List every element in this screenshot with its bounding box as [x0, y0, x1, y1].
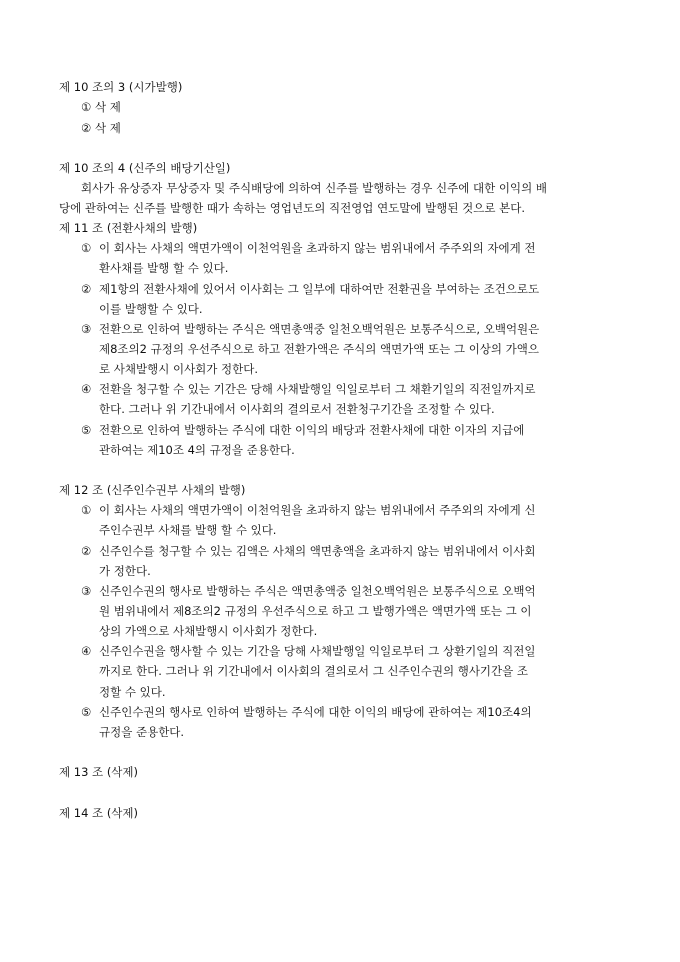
article-10-3-item-2: ② 삭 제 — [81, 121, 121, 135]
item-text-line: 제1항의 전환사채에 있어서 이사회는 그 일부에 대하여만 전환권을 부여하는 조건으로도 — [99, 282, 540, 296]
item-text-line: 전환을 청구할 수 있는 기간은 당해 사채발행일 익일로부터 그 채환기일의 직전일까지로 — [99, 382, 536, 396]
item-text-line: 신주인수권의 행사로 인하여 발행하는 주식에 대한 이익의 배당에 관하여는 제10조4의 — [99, 705, 532, 719]
item-text-line: 이 회사는 사채의 액면가액이 이천억원을 초과하지 않는 범위내에서 주주외의 자에게 전 — [99, 241, 536, 255]
item-text-line: 주인수권부 사채를 발행 할 수 있다. — [99, 523, 277, 537]
article-10-3-heading: 제 10 조의 3 (시가발행) — [59, 80, 183, 94]
item-text-line: 정할 수 있다. — [99, 685, 166, 699]
item-text-line: 신주인수권을 행사할 수 있는 기간을 당해 사채발행일 익일로부터 그 상환기일의 직전일 — [99, 644, 536, 658]
article-12-item-3 — [81, 583, 536, 599]
item-text-line: 한다. 그러나 위 기간내에서 이사회의 결의로서 전환청구기간을 조정할 수 있다. — [99, 402, 495, 416]
item-text-line: 상의 가액으로 사채발행시 이사회가 정한다. — [99, 624, 318, 638]
item-number: ② — [81, 544, 92, 558]
item-number: ① — [81, 503, 92, 517]
item-text-line: 제8조의2 규정의 우선주식으로 하고 전환가액은 주식의 액면가액 또는 그 이상의 가액으 — [99, 342, 539, 356]
item-number: ① — [81, 241, 92, 255]
item-text-line: 로 사채발행시 이사회가 정한다. — [99, 362, 259, 376]
item-text-line: 환사채를 발행 할 수 있다. — [99, 261, 229, 275]
item-text-line: 규정을 준용한다. — [99, 725, 185, 739]
item-number: ③ — [81, 584, 92, 598]
article-12-heading: 제 12 조 (신주인수권부 사채의 발행) — [59, 483, 246, 497]
article-12-item-5 — [81, 704, 532, 720]
article-11-item-3 — [81, 321, 539, 337]
article-10-4-body-line: 회사가 유상증자 무상증자 및 주식배당에 의하여 신주를 발행하는 경우 신주에 대한 이익의 배 — [81, 181, 548, 195]
item-number: ⑤ — [81, 705, 92, 719]
item-text-line: 신주인수권의 행사로 발행하는 주식은 액면총액중 일천오백억원은 보통주식으로 오백억 — [99, 584, 536, 598]
item-text-line: 신주인수를 청구할 수 있는 김액은 사채의 액면총액을 초과하지 않는 범위내에서 이사회 — [99, 544, 536, 558]
item-text-line: 이 회사는 사채의 액면가액이 이천억원을 초과하지 않는 범위내에서 주주외의 자에게 신 — [99, 503, 536, 517]
item-text-line: 관하여는 제10조 4의 규정을 준용한다. — [99, 443, 295, 457]
item-text-line: 까지로 한다. 그러나 위 기간내에서 이사회의 결의로서 그 신주인수권의 행사기간을 조 — [99, 664, 529, 678]
article-11-item-4 — [81, 381, 535, 397]
item-text-line: 이를 발행할 수 있다. — [99, 302, 203, 316]
item-number: ④ — [81, 382, 92, 396]
article-12-item-1 — [81, 502, 535, 518]
article-11-item-1 — [81, 240, 535, 256]
article-13-heading: 제 13 조 (삭제) — [59, 765, 139, 779]
article-10-3-item-1: ① 삭 제 — [81, 100, 121, 114]
article-11-item-2 — [81, 281, 539, 297]
article-12-item-4 — [81, 643, 535, 659]
item-number: ③ — [81, 322, 92, 336]
item-text-line: 원 범위내에서 제8조의2 규정의 우선주식으로 하고 그 발행가액은 액면가액 또는 그 이 — [99, 604, 532, 618]
article-10-4-body-line: 당에 관하여는 신주를 발행한 때가 속하는 영업년도의 직전영업 연도말에 발행된 것으로 본다. — [59, 201, 526, 215]
item-number: ④ — [81, 644, 92, 658]
article-14-heading: 제 14 조 (삭제) — [59, 806, 139, 820]
item-number: ② — [81, 282, 92, 296]
item-text-line: 전환으로 인하여 발행하는 주식은 액면총액중 일천오백억원은 보통주식으로, 오백억원은 — [99, 322, 540, 336]
item-number: ⑤ — [81, 423, 92, 437]
item-text-line: 전환으로 인하여 발행하는 주식에 대한 이익의 배당과 전환사채에 대한 이자의 지급에 — [99, 423, 525, 437]
article-12-item-2 — [81, 543, 535, 559]
item-text-line: 가 정한다. — [99, 564, 151, 578]
article-11-heading: 제 11 조 (전환사채의 발행) — [59, 221, 198, 235]
article-10-4-heading: 제 10 조의 4 (신주의 배당기산일) — [59, 161, 231, 175]
article-11-item-5 — [81, 422, 524, 438]
